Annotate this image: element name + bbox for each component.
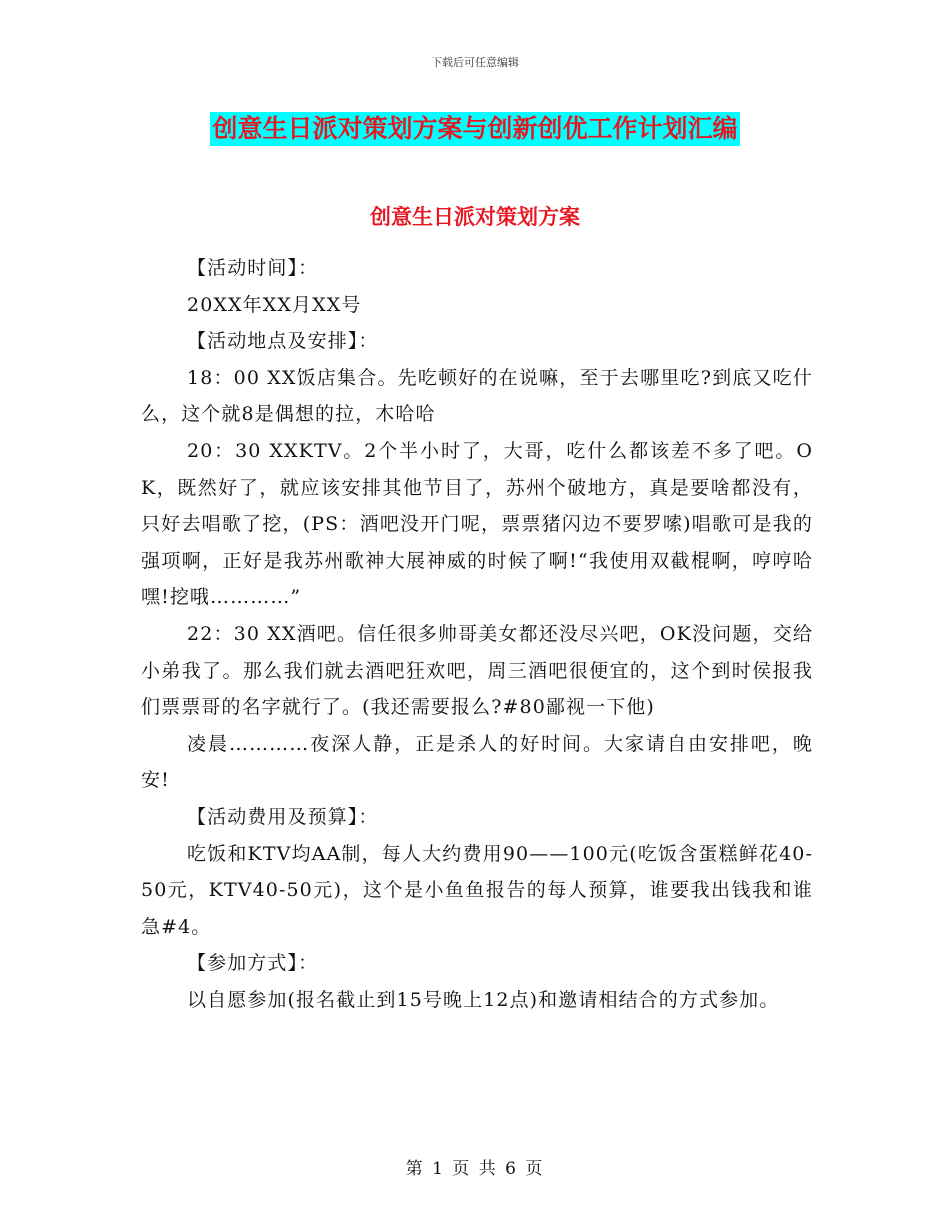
heading-activity-budget: 【活动费用及预算】：: [187, 805, 379, 828]
schedule-late-night: 凌晨…………夜深人静，正是杀人的好时间。大家请自由安排吧，晚安!: [141, 732, 813, 792]
header-note: 下载后可任意编辑: [431, 56, 519, 69]
schedule-bar: 22：30 XX酒吧。信任很多帅哥美女都还没尽兴吧，OK没问题，交给小弟我了。那么我们就去酒吧狂欢吧，周三酒吧很便宜的，这个到时侯报我们票票哥的名字就行了。(我还需要报么?#80鄙视一下他): [141, 622, 813, 719]
budget-details: 吃饭和KTV均AA制，每人大约费用90——100元(吃饭含蛋糕鲜花40-50元，KTV40-50元)，这个是小鱼鱼报告的每人预算，谁要我出钱我和谁急#4。: [141, 842, 813, 938]
section-title: 创意生日派对策划方案: [370, 205, 580, 229]
schedule-ktv: 20：30 XXKTV。2个半小时了，大哥，吃什么都该差不多了吧。OK，既然好了，就应该安排其他节目了，苏州个破地方，真是要啥都没有，只好去唱歌了挖，(PS：酒吧没开门呢，票票猪闪边不要罗嗦)唱歌可是我的强项啊，正好是我苏州歌神大展神威的时候了啊!“我使用双截棍啊，哼哼哈嘿!挖哦…………”: [141, 439, 813, 609]
heading-participation: 【参加方式】：: [187, 952, 319, 975]
heading-activity-location: 【活动地点及安排】：: [187, 330, 379, 353]
page-footer: 第 1 页 共 6 页: [405, 1159, 545, 1179]
heading-activity-time: 【活动时间】：: [187, 257, 319, 279]
activity-date: 20XX年XX月XX号: [187, 293, 362, 316]
document-title-container: [0, 112, 950, 146]
document-body: [141, 250, 813, 1018]
document-title: 创意生日派对策划方案与创新创优工作计划汇编: [210, 112, 739, 146]
schedule-dinner: 18：00 XX饭店集合。先吃顿好的在说嘛，至于去哪里吃?到底又吃什么，这个就8是偶想的拉，木哈哈: [141, 366, 813, 426]
participation-details: 以自愿参加(报名截止到15号晚上12点)和邀请相结合的方式参加。: [187, 988, 780, 1011]
